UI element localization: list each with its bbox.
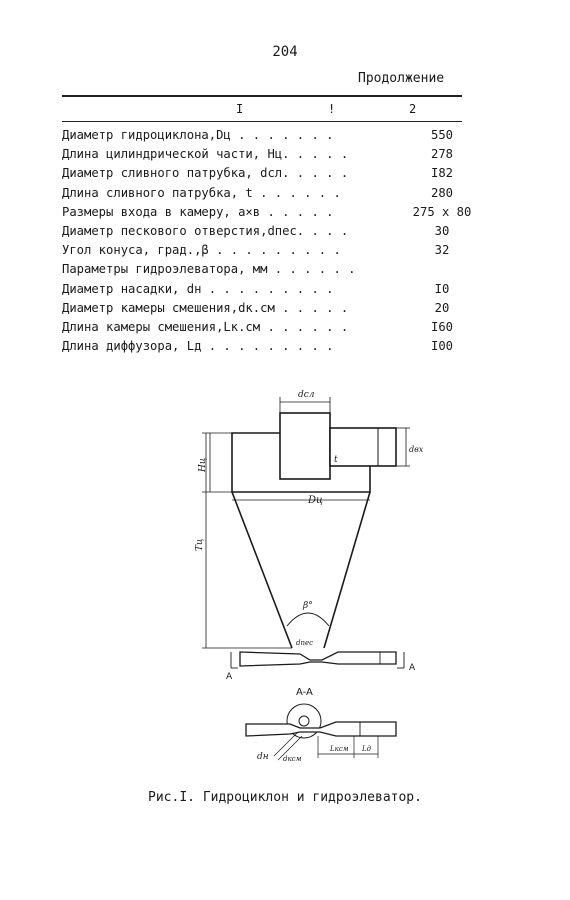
section-circle-inner [299, 716, 309, 726]
row-value: I82 [430, 166, 453, 181]
row-value: I60 [430, 319, 453, 334]
row-label: Параметры гидроэлеватора, мм . . . . . . [62, 262, 356, 277]
row-label: Диаметр насадки, dн . . . . . . . . . [62, 281, 334, 296]
table-row [62, 184, 462, 203]
label-d-ksm: dксм [283, 755, 302, 763]
row-value: 30 [434, 223, 450, 238]
row-value: 275 x 80 [412, 204, 472, 219]
page-number: 204 [272, 44, 298, 60]
table-row [62, 203, 472, 222]
label-d-c: Dц [308, 495, 323, 506]
table-row [62, 280, 462, 299]
table-header-rule [62, 121, 462, 122]
cyclone-cone [232, 492, 370, 648]
label-d-sl: dсл [298, 390, 315, 400]
row-label: Длина диффузора, Lд . . . . . . . . . [62, 339, 334, 354]
cone-angle-arc [287, 613, 329, 626]
table-row [62, 222, 462, 241]
row-label: Диаметр гидроциклона,Dц . . . . . . . [62, 128, 334, 142]
row-label: Длина сливного патрубка, t . . . . . . [62, 185, 341, 200]
label-a-left: A [226, 672, 233, 682]
table-top-rule [62, 95, 462, 97]
table-row [62, 299, 462, 318]
row-value: I0 [434, 281, 450, 296]
table-row [62, 241, 462, 260]
dim-t-c [202, 433, 292, 648]
label-d-n: dн [257, 752, 269, 762]
label-section: A-A [296, 687, 313, 698]
ejector [240, 652, 396, 666]
label-beta: β° [303, 601, 313, 611]
figure-caption: Рис.I. Гидроциклон и гидроэлеватор. [148, 790, 422, 805]
table-row [62, 337, 462, 356]
row-label: Размеры входа в камеру, a×в . . . . . [62, 204, 334, 219]
label-l-d: Lд [362, 745, 372, 753]
table-row [62, 145, 462, 164]
table-row [62, 126, 462, 145]
parameter-table [62, 126, 472, 356]
row-value: I00 [430, 339, 453, 354]
row-value: 280 [430, 185, 453, 200]
overflow-pipe [280, 413, 330, 479]
label-d-vx: dвх [409, 445, 424, 454]
dim-d-vx [396, 428, 410, 466]
table-row [62, 260, 462, 279]
row-value: 550 [430, 128, 453, 142]
row-value: 278 [430, 147, 453, 162]
row-label: Диаметр сливного патрубка, dсл. . . . . [62, 166, 349, 181]
row-label: Длина цилиндрической части, Hц. . . . . [62, 147, 349, 162]
label-t-c: Tц [195, 538, 205, 551]
table-row [62, 164, 462, 183]
inlet-pipe [330, 428, 396, 466]
row-value: 32 [434, 243, 450, 258]
table-row [62, 318, 462, 337]
label-t: t [334, 455, 338, 465]
column-header-separator: ! [328, 102, 336, 116]
column-header-1: I [236, 102, 244, 116]
label-l-ksm: Lксм [330, 745, 349, 753]
row-label: Диаметр камеры смешения,dк.см . . . . . [62, 300, 349, 315]
row-label: Длина камеры смешения,Lк.см . . . . . . [62, 319, 349, 334]
label-a-right: A [409, 663, 416, 673]
continuation-label: Продолжение [358, 71, 445, 86]
row-label: Угол конуса, град.,β . . . . . . . . . [62, 243, 341, 258]
label-h-c: Hц [198, 457, 208, 472]
row-label: Диаметр пескового отверстия,dпес. . . . [62, 223, 349, 238]
column-header-2: 2 [409, 102, 417, 116]
label-d-pes: dпес [296, 639, 314, 647]
hydrocyclone-drawing [180, 375, 424, 770]
row-value: 20 [434, 300, 450, 315]
